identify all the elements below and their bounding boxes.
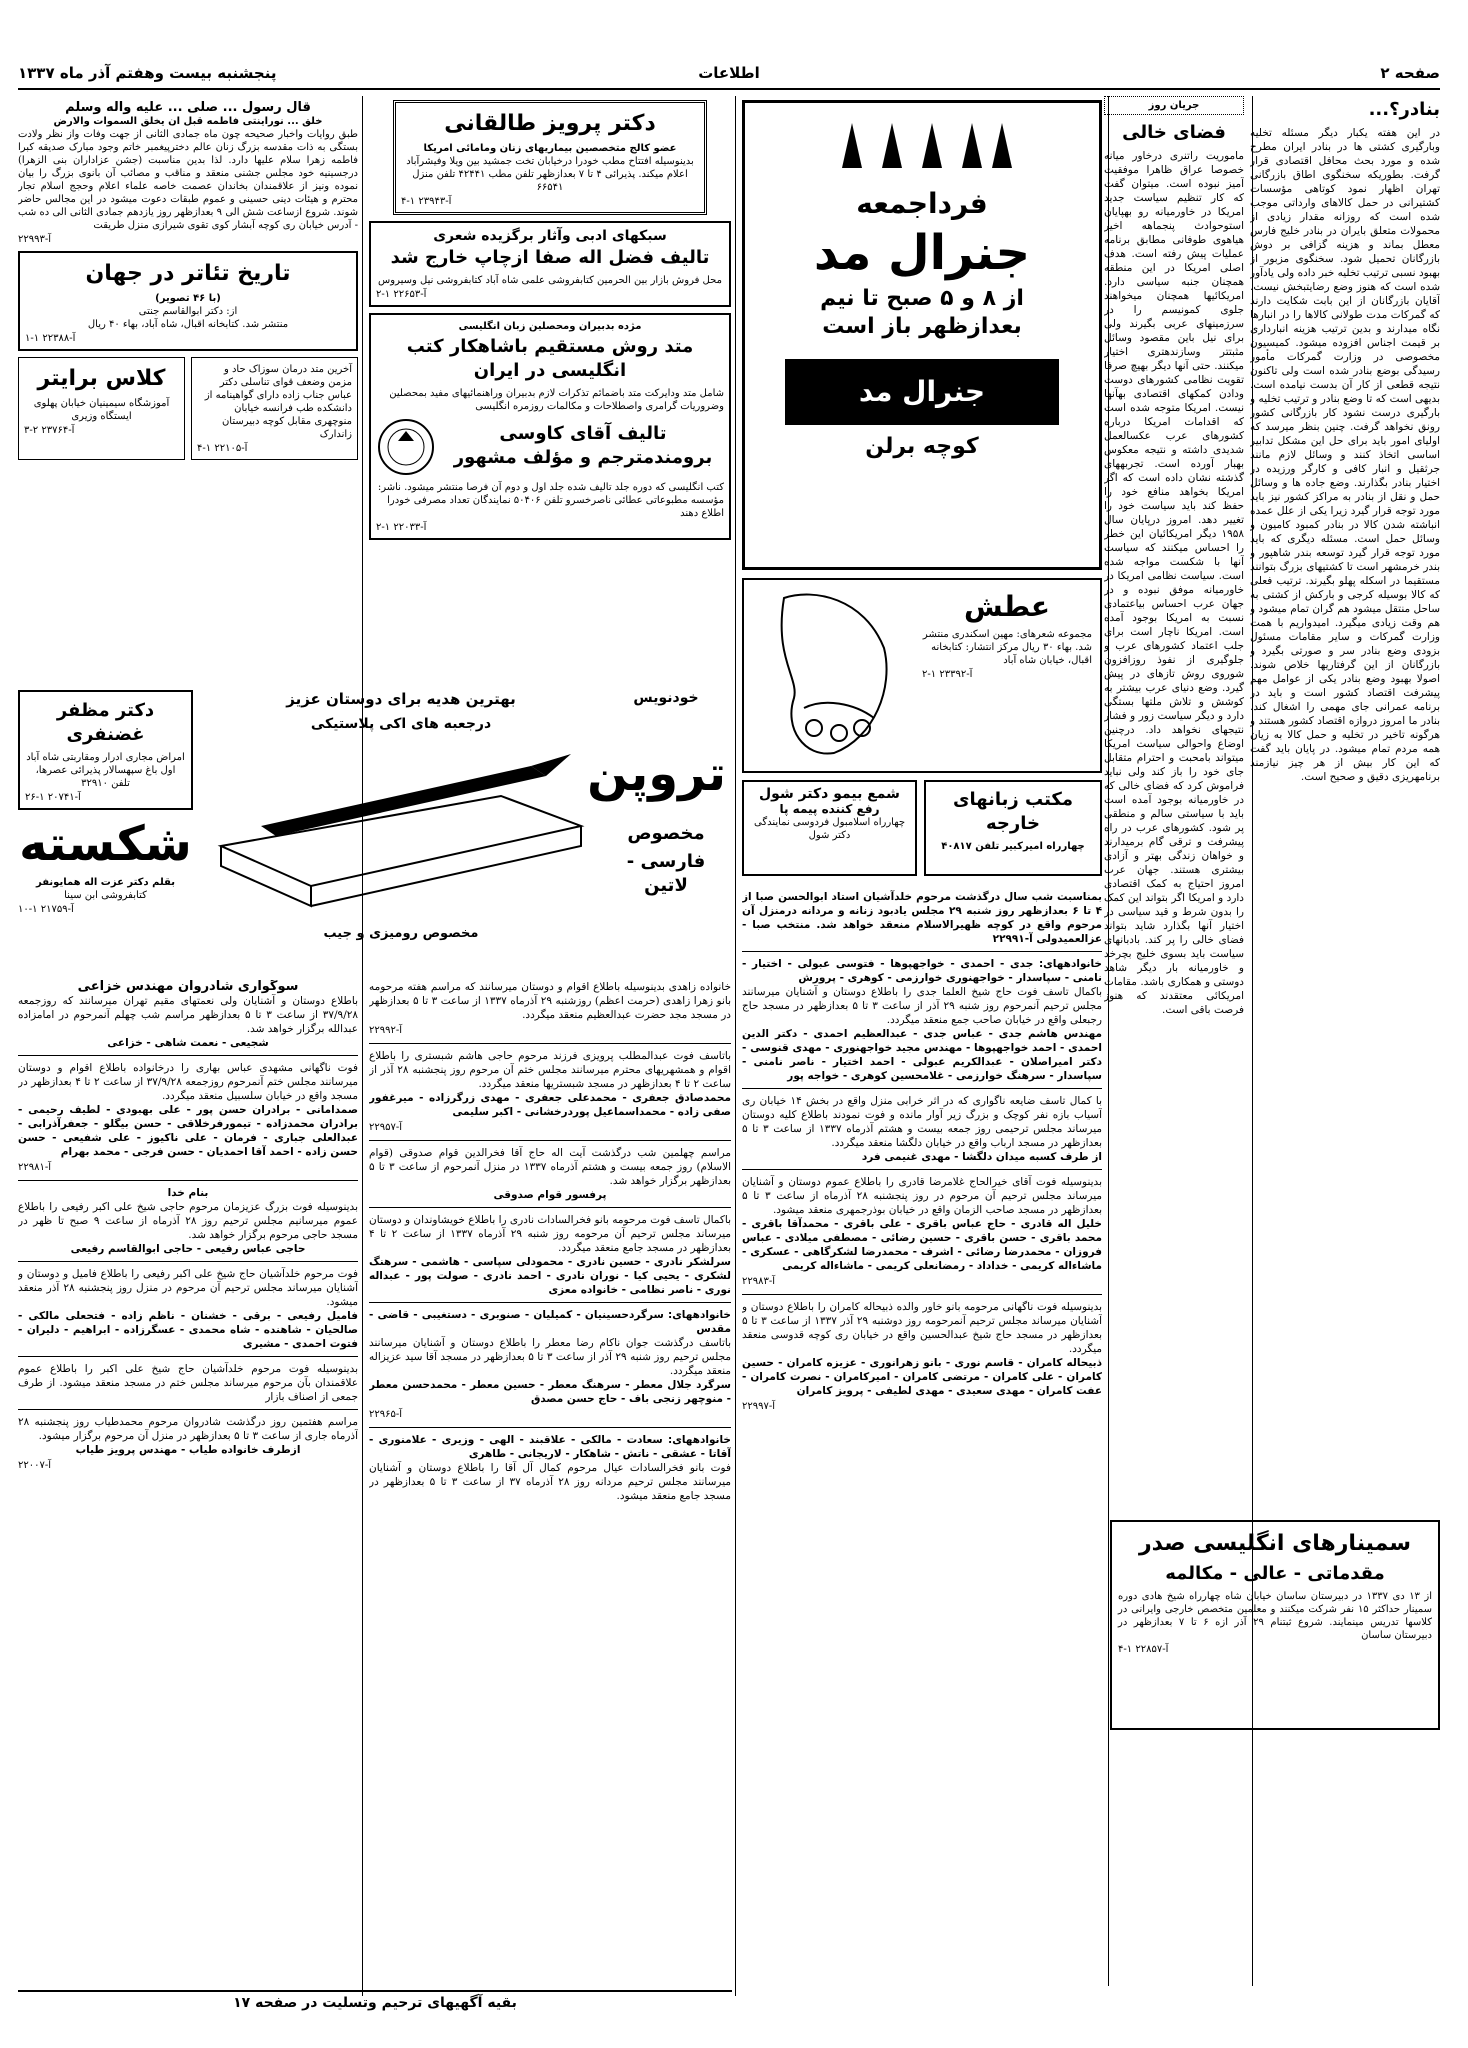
obit-zahedi-code: آ-۲۲۹۹۲ — [369, 1025, 403, 1036]
seminar-title: سمینارهای انگلیسی صدر — [1138, 1531, 1412, 1556]
page-footer-note: بقیه آگهیهای ترحیم وتسلیت در صفحه ۱۷ — [18, 1990, 732, 2019]
quote-line1: قال رسول ... صلی ... علیه واله وسلم — [65, 100, 311, 115]
tropen-pen-ad — [200, 690, 732, 970]
obit-kamran: بدینوسیله فوت ناگهانی مرحومه بانو خاور والده ذبیحاله کامران را باطلاع دوستان و آشنایان میرساند مجلس ترحیم آنمرحومه روز دوشنبه ۲۹ آذر ۱۳۳۷ از ساعت ۳ تا ۵ بعدازظهر در مسجد حاج شیخ عبدالحسین واقع در خیابان ری کوچه قدوسی منعقد میگردد. — [742, 1301, 1102, 1355]
talaghani-body: بدینوسیله افتتاح مطب خودرا درخیابان تخت جمشید بین ویلا وفیشرآباد اعلام میکند. پذیرائی ۴ تا ۷ بعدازظهر تلفن مطب ۴۲۴۴۱ تلفن منزل ۶۶۵۴۱ — [406, 156, 694, 193]
newspaper-name: اطلاعات — [698, 64, 760, 82]
safa-book-ad — [369, 221, 731, 307]
obit-jeddi: باکمال تاسف فوت حاج شیخ العلما جدی را باطلاع دوستان و آشنایان میرسانند مجلس ترحیم آنمرحوم روز شنبه ۲۹ آذر از ساعت ۳ تا ۵ بعدازظهر در مسجد حاج رجبعلی واقع در خیابان صاحب جمع منعقد میگردد. — [742, 986, 1102, 1026]
talaghani-code: آ-۲۳۹۴۳ ۱-۴ — [401, 196, 452, 207]
brighter-class-ad — [18, 357, 185, 460]
language-school-ad — [924, 780, 1102, 876]
school-and-scholl-ads — [742, 780, 1102, 880]
obit-tayyab: مراسم هفتمین روز درگذشت شادروان مرحوم محمدطیاب روز پنجشنبه ۲۸ آذرماه جاری از ساعت ۳ تا ۵ بعدازظهر در منزل آن مرحوم برگزار میشود. — [18, 1416, 358, 1442]
obituaries-column-3 — [369, 980, 731, 1970]
editorial-body: در این هفته یکبار دیگر مسئله تخلیه وبارگیری کشتی ها در بنادر ایران مطرح شده و مورد بحث محافل اقتصادی قرار گرفت. بطوریکه سخنگوی اطاق بازرگانی تهران اظهار نمود کوتاهی مؤسسات کشتیرانی در حمل کالاهای وارداتی موجب شده است که روزانه مقدار زیادی از محمولات متعلق بایران در بنادر خلیج فارس معطل بماند و هزینه گزافی بر دوش بازرگانان تحمیل شود. سخنگوی مزبور از بهبود نسبی ترتیب تخلیه خبر داده ولی یادآور شده است که هنوز وضع رضایتبخش نیست. آقایان بازرگانان از این بابت شکایت دارند که گمرکات مدت طولانی کالاها را در انبارها نگاه میدارند و بدین ترتیب هزینه انبارداری بر قیمت اجناس افزوده میشود. کمیسیون مخصوصی در وزارت گمرکات مأمور رسیدگی بوضع بنادر شده است ولی تاکنون نتیجه قطعی از کار آن بدست نیامده است. بدیهی است که تا وضع بنادر و ترتیب تخلیه و بارگیری درست نشود کار بازرگانی کشور رونق نخواهد گرفت. چنین بنظر میرسد که اولیای امور باید برای حل این مشکل تدابیر اساسی اتخاذ کنند و وسائل لازم مانند جرثقیل و انبار کافی و کارگر ورزیده در اختیار بنادر بگذارند. وضع جاده ها و وسائل حمل و نقل از بنادر به مراکز کشور نیز باید مورد توجه قرار گیرد زیرا یکی از علل عمده انباشته شدن کالا در بنادر کمبود کامیون و وسائل حمل است. مسئله دیگری که باید مورد توجه قرار گیرد توسعه بندر شاهپور و بندر خرمشهر است تا کشتیهای بزرگ بتوانند مستقیما در اسکله پهلو بگیرند. ترتیب فعلی که کالا بوسیله کرجی و بارکش از کشتی به ساحل منتقل میشود هم گران تمام میشود و هم وقت زیادی میگیرد. امیدواریم با همت وزارت گمرکات و سایر مقامات مسئول بزودی وضع بنادر سر و صورتی بگیرد و بازرگانان از این گرفتاریها خلاص شوند. اصولا بهبود وضع بنادر یکی از عوامل مهم پیشرفت اقتصاد کشور است و باید در برنامه عمرانی جای مهمی را اشغال کند. بنادر ما امروز دروازه اقتصاد کشور هستند و هرگونه تاخیر در تخلیه و حمل کالا به زیان همه مردم تمام میشود. در پایان باید گفت که این کار بیش از هر چیز نیازمند برنامهریزی دقیق و صحیح است. — [1250, 127, 1440, 783]
obit-zahedi: خانواده زاهدی بدینوسیله باطلاع اقوام و دوستان میرسانند که مراسم هفته مرحومه بانو زهرا زاهدی (حرمت اعظم) روزشنبه ۲۹ آذرماه ۱۳۳۷ از ساعت ۳ تا ۵ بعدازظهر در مسجد مجد حضرت عبدالعظیم منعقد میگردد. — [369, 981, 731, 1021]
shekasteh-title: شکسته — [19, 816, 192, 872]
theater-code: آ-۲۲۳۸۸ ۱-۱ — [25, 333, 76, 344]
obit-parvizi: باتاسف فوت عبدالمطلب پرویزی فرزند مرحوم حاجی هاشم شبستری را باطلاع اقوام و همشهریهای محترم میرسانند مجلس ختم آن مرحوم روز پنجشنبه ۲۸ آذر از ساعت ۲ تا ۴ بعدازظهر در مسجد شبستریها منعقد میگردد. — [369, 1050, 731, 1090]
safa-t1: سبکهای ادبی وآثار برگزیده شعری — [433, 228, 667, 244]
mozaffari-title: دکتر مظفر غضنفری — [56, 700, 155, 745]
gm-hours: از ۸ و ۵ صبح تا نیم بعدازظهر باز است — [820, 286, 1024, 339]
kavousi-book-ad — [369, 313, 731, 540]
obit-tayyab-code: آ-۲۲۰۰۷ — [18, 1460, 52, 1471]
issue-date: پنجشنبه بیست وهفتم آذر ماه ۱۳۳۷ — [18, 64, 277, 82]
safa-t2: تالیف فضل اله صفا ازچاپ خارج شد — [390, 247, 710, 268]
shekasteh-code: آ-۲۱۷۵۹ ۱-۱۰ — [18, 904, 74, 915]
obit-ghaderi-names: خلیل اله قادری - حاج عباس باقری - علی باقری - محمدآقا باقری - محمد باقری - حسن باقری - حسین رضائی - مصطفی میلادی - عباس فروزان - محمدرضا رضائی - اشرف - محمدرضا لشکرگاهی - عسکری - ماشاءاله کریمی - خداداد - رمضانعلی کریمی - ماشاءاله کریمی — [742, 1218, 1102, 1272]
obit-bahari-names: صمدامانی - برادران حسن پور - علی بهبودی - لطیف رحیمی - برادران محمدزاده - تیمورفرخلاقی - حسن بیگلو - جعفرآذرابی - عبدالعلی جباری - فرمان - علی ناکیوز - علی شفیعی - حسن حسن زاده - احمد آقا احمدیان - حسن فرجی - محمد بهرام — [18, 1104, 358, 1158]
obituaries-column-4 — [18, 980, 358, 1970]
editorial-title: بنادر؟... — [1368, 99, 1440, 120]
theater-history-ad — [18, 251, 358, 351]
language-school-address: چهارراه امیرکبیر تلفن ۴۰۸۱۷ — [941, 841, 1085, 852]
clinic-body: آخرین متد درمان سوزاک حاد و مزمن وضعف قوای تناسلی دکتر عباس جناب زاده دارای گواهینامه از دانشکده طب فرانسه خیابان منوچهری مقابل کوچه دبیرستان زاندارک — [204, 364, 352, 440]
obit-khazaei-title: سوگواری شادروان مهندس خزاعی — [77, 980, 299, 994]
brighter-title: کلاس برایتر — [37, 366, 166, 391]
obit-bahari: فوت ناگهانی مشهدی عباس بهاری را درخانواده باطلاع اقوام و دوستان میرسانند مجلس ختم آنمرحوم روزجمعه ۳۷/۹/۲۸ از ساعت ۲ تا ۴ بعدازظهر در مسجد واقع در خیابان سلسبیل منعقد میگردد. — [18, 1062, 358, 1102]
obit-naderi: باکمال تاسف فوت مرحومه بانو فخرالسادات نادری را باطلاع خویشاوندان و دوستان میرساند مجلس ترحیم آن مرحومه روز شنبه ۲۹ آذرماه ۱۳۳۷ از ساعت ۲ تا ۴ بعدازظهر در مسجد جامع منعقد میگردد. — [369, 1214, 731, 1254]
safa-code: آ-۲۲۶۵۳ ۱-۲ — [376, 289, 427, 300]
clinic-code: آ-۲۲۱۰۵ ۱-۴ — [197, 443, 248, 454]
kavousi-body2: کتب انگلیسی که دوره جلد تالیف شده جلد اول و دوم آن فرصا منتشر میشود. ناشر: مؤسسه مطبوعاتی عطائی ناصرخسرو تلفن ۵۰۴۰۶ نمایندگان تعداد مصرفی خودرا اطلاع دهند — [377, 482, 724, 519]
obit-collapse-sig: از طرف کسبه میدان دلگشا - مهدی غنیمی فرد — [861, 1151, 1102, 1163]
obit-kamran-code: آ-۲۲۹۹۷ — [742, 1401, 776, 1412]
fatima-notice — [18, 100, 358, 245]
obit-parvizi-names: محمدصادق جعفری - محمدعلی جعفری - مهدی زرگرزاده - میرغفور صفی زاده - محمداسماعیل پوردرخشانی - اکبر سلیمی — [369, 1092, 731, 1118]
ads-column-4-top — [18, 100, 358, 660]
general-model-ad — [742, 100, 1102, 570]
mozaffari-code: آ-۲۰۷۴۱ ۱-۲۶ — [25, 792, 81, 803]
gm-name: جنرال مد — [813, 225, 1031, 281]
page-number: صفحه ۲ — [1380, 64, 1440, 82]
obit-saba: بمناسبت شب سال درگذشت مرحوم خلدآشیان استاد ابوالحسن صبا از ۴ تا ۶ بعدازظهر روز شنبه ۲۹ مجلس یادبود زنانه و مردانه درمنزل آن مرحوم واقع در کوچه ظهیرالاسلام منعقد خواهد شد. منتخب صبا - عزالعمیدولی آ-۲۲۹۹۱ — [742, 891, 1102, 945]
obit-rafiei-3: بدینوسیله فوت مرحوم خلدآشیان حاج شیخ علی اکبر را باطلاع عموم علاقمندان بآن مرحوم میرساند مجلس ختم در مسجد منعقد میشود. از طرف جمعی از اصناف بازار — [18, 1363, 358, 1403]
obit-naderi-names: سرلشکر نادری - حسین نادری - محمودلی سپاسی - هاشمی - سرهنگ لشکری - یحیی کیا - نوران نادری - احمد نادری - صولت پور - عبداله نوری - ناصر نظامی - خانواده معزی — [369, 1256, 731, 1296]
column-kicker: جریان روز — [1104, 96, 1244, 115]
scholl-line2: رفع کننده پیمه پا — [779, 802, 880, 816]
obit-rafiei-2: فوت مرحوم خلدآشیان حاج شیخ علی اکبر رفیعی را باطلاع فامیل و دوستان و آشنایان میرساند مجلس ترحیم آن مرحوم در منزل روز پنجشنبه ۲۸ آذر منعقد میشود. — [18, 1268, 358, 1308]
atash-body: مجموعه شعرهای: مهین اسکندری منتشر شد. بهاء ۳۰ ریال مرکز انتشار: کتابخانه اقبال، خیابان شاه آباد — [922, 629, 1092, 666]
left-small-ads — [18, 690, 193, 970]
pen-sub: درجعبه های اکی پلاستیکی — [310, 716, 492, 732]
shekasteh-author: بقلم دکتر عزت اله همایونفر — [36, 877, 175, 888]
hand-illustration-icon — [754, 588, 914, 763]
scholl-line1: شمع بیمو دکتر شول — [759, 786, 900, 802]
atash-code: آ-۲۳۳۹۲ ۱-۲ — [922, 669, 973, 680]
pen-special: مخصوص — [627, 823, 705, 844]
obit-moattar: باتاسف درگذشت جوان ناکام رضا معطر را باطلاع دوستان و آشنایان میرسانند مجلس ترحیم روز شنبه ۲۹ آذر از ساعت ۳ تا ۵ بعدازظهر در مسجد آقا سید عزیزاله منعقد میگردد. — [369, 1337, 731, 1377]
obit-rafiei-heading: بنام خدا — [167, 1187, 209, 1199]
gm-day: فرداجمعه — [856, 187, 988, 220]
pen-script: فارسی - لاتین — [626, 851, 706, 896]
obit-khazaei: باطلاع دوستان و آشنایان ولی نعمتهای مقیم تهران میرسانند که روزجمعه ۳۷/۹/۲۸ از ساعت ۳ تا ۵ بعدازظهر مراسم شب چهلم آنمرحوم در امامزاده عبدالله برگزار خواهد شد. — [18, 995, 358, 1035]
obit-khazaei-sig: شجیعی - نعمت شاهی - خزاعی — [107, 1037, 269, 1049]
quote-code: آ-۲۲۹۹۳ — [18, 234, 52, 245]
obituaries-column-mid — [742, 890, 1102, 1970]
editorial-ports — [1250, 96, 1440, 1486]
current-affairs-article — [1104, 96, 1244, 1216]
brighter-code: آ-۲۳۷۶۴ ۲-۳ — [24, 425, 75, 436]
publisher-emblem-icon — [376, 417, 436, 477]
seminar-subtitle: مقدماتی - عالی - مکالمه — [1165, 1563, 1385, 1584]
obit-moattar-code: آ-۲۲۹۶۵ — [369, 1409, 403, 1420]
article-title: فضای خالی — [1122, 122, 1226, 143]
brighter-body: آموزشگاه سیمینیان خیابان پهلوی ایستگاه وزیری — [33, 398, 170, 422]
language-school-title: مکتب زبانهای خارجه — [952, 789, 1074, 834]
theater-body: منتشر شد. کتابخانه اقبال، شاه آباد، بهاء ۴۰ ریال — [87, 319, 289, 330]
obit-families-2: خانوادههای: سرگردحسینیان - کمیلیان - صنوبری - دستغیبی - قاضی - مقدس — [369, 1309, 731, 1335]
obit-moattar-names: سرگرد جلال معطر - سرهنگ معطر - حسین معطر - محمدحسن معطر - منوچهر زنجی باف - حاج حسن مصدق — [369, 1379, 731, 1405]
safa-body: محل فروش بازار بین الحرمین کتابفروشی علمی شاه آباد کتابفروشی نیل وسیروس — [378, 275, 722, 286]
obit-rafiei-2-names: فامیل رفیعی - برقی - خشنان - ناظم زاده - فتحعلی مالکی - صالحیان - شاهنده - شاه محمدی - عسگرزاده - ابراهیم - دلیران - فتوت احمدی - مشیری — [18, 1310, 358, 1350]
gm-logo: جنرال مد — [785, 359, 1059, 425]
seminar-body: از ۱۳ دی ۱۳۳۷ در دبیرستان ساسان خیابان شاه چهارراه شیخ هادی دوره سمینار حداکثر ۱۵ نفر شرکت میکنند و معلمین متخصص خارجی وایرانی در کلاسها تدریس مینمایند. شروع ثبتنام ۲۹ آذر ازه ۶ تا ۷ بعدازظهر در دبیرستان ساسان — [1118, 1591, 1432, 1641]
scholl-line3: چهارراه اسلامبول فردوسی نمایندگی دکتر شول — [753, 817, 906, 841]
obit-jeddi-names: مهندس هاشم جدی - عباس جدی - عبدالعظیم احمدی - دکتر الدین احمدی - احمد خواجهپوها - مهندس مجید خواجهنوری - مهدی قنوسی - دکتر امیراصلان - عبدالکریم عبولی - احمد اختیار - ناصر نامنی - سپاسدار - سرهنگ خوارزمی - غلامحسین کوهری - خواجه پور — [742, 1028, 1102, 1082]
dr-mozaffari-ad — [18, 690, 193, 810]
page-header — [18, 62, 1440, 90]
shekasteh-body: کتابفروشی ابن سینا — [64, 890, 147, 901]
theater-title: تاریخ تئاتر در جهان — [85, 261, 291, 286]
kavousi-title: متد روش مستقیم باشاهکار کتب انگلیسی در ایران — [406, 336, 694, 381]
seminar-code: آ-۲۲۸۵۷ ۱-۴ — [1118, 1644, 1169, 1655]
obit-ghaderi-code: آ-۲۲۹۸۳ — [742, 1276, 776, 1287]
clinic-ad — [191, 357, 358, 460]
obit-rafiei: بدینوسیله فوت بزرگ عزیزمان مرحوم حاجی شیخ علی اکبر رفیعی را باطلاع عموم میرسانیم مجلس ترحیم روز ۲۸ آذرماه از ساعت ۹ صبح تا ظهر در مسجد حاجی مرحوم برگزار خواهد شد. — [18, 1201, 358, 1241]
dress-forms-icon — [822, 113, 1022, 173]
quote-body: طبق روایات واخبار صحیحه چون ماه جمادی الثانی از جهت وفات واز نظر ولادت بستگی به ذات مقدسه بزرگ زنان عالم دخترپیغمبر خاتم وجود مبارک صدیقه کبرا فاطمه زهرا سلام علیها دارد. لذا بدین مناسبت (جشن عزاداران بنی الزهرا) درجسینیه خود مجلس جشنی منعقد و مناقب و مصائب آن بانوی بزرگ را بیان نموده ونیز از علاقمندان بخاندان عصمت خاصه علماء اعلام وحجج اسلام تجار محترم و هیئات دینی حسینی و عموم طبقات دعوت میشود در این مجالس حاضر شوند. شروع ازساعت شش الی ۹ بعدازظهر روز یازدهم جمادی الثانی الی ده شب - آدرس خیابان ری کوچه آبشار کوی تقوی شیرازی منزل طریقت — [18, 129, 358, 231]
obit-ghaderi: بدینوسیله فوت آقای خیرالحاج غلامرضا قادری را باطلاع عموم دوستان و آشنایان میرساند مجلس ترحیم آن مرحوم در روز پنجشنبه ۲۸ آذرماه از ساعت ۳ تا ۵ بعدازظهر در مسجد صاحب الزمان واقع در خیابان بوذرجمهری منعقد میشود. — [742, 1176, 1102, 1216]
pen-bottom: مخصوص رومیزی و جیب — [323, 926, 479, 941]
pen-brand: تروپن — [587, 746, 726, 802]
article-body: ماموریت راتنری درخاور میانه خصوصا عراق ظاهرا موفقیت آمیز نبوده است. میتوان گفت که کار تنظیم سیاست جدید امریکا در خاورمیانه رو بهپایان استوحوادث پنجماهه اخیر هیاهوی طوفانی مطابق برنامه عملیات پیش رفته است. هدف اصلی امریکا در این منطقه همچنان جنبه سیاسی دارد. امریکائیها همچنان میخواهند جلوی کمونیسم را در سرزمینهای عربی بگیرند ولی برای نیل باین مقصود وسائل مثبتتر وسازندهتری اختیار میکنند. حتی آنها دیگر بهیچ صرفا تقویت نظامی کشورهای دوست ودادن کمکهای اقتصادی بهآنها نیست. امریکا متوجه شده است که اقدامات امریکا درباره کشورهای عرب عکسالعمل شدیدی داشته و نتیجه معکوس بهبار آورده است. تجربههای گذشته نشان داده است که اگر امریکا بخواهد منافع خود را حفظ کند باید سیاست خود را تغییر دهد. امروز درپایان سال ۱۹۵۸ دیگر امریکائیان این خطر را احساس میکنند که سیاست آنها با شکست مواجه شده است. سیاست نظامی امریکا در خاورمیانه موفق نبوده و در جهان عرب احساس بیاعتمادی نسبت به امریکا بوجود آمده است. امریکا ناچار است برای جلب اعتماد کشورهای عرب و جلوگیری از نفوذ روزافزون شوروی روش تازهای در پیش گیرد. وضع دنیای عرب بیشتر به کوشش و تلاش ملتها بستگی دارد و دیگر سیاست زور و فشار نتیجهای نخواهد داد. درچنین اوضاع واحوالی سیاست امریکا میتواند بامحبت و احترام متقابل جای خود را باز کند ولی نباید فراموش کرد که فضای خالی که در خاورمیانه بوجود آمده است باید با سیاستی سالم و منطقی پر شود. کشورهای عرب در راه پیشرفت و ترقی گام برمیدارند و خواهان زندگی بهتر و آزادی بیشتری هستند. جهان عرب امروز احتیاج به کمک اقتصادی دارد و امریکا اگر بتواند این کمک را بدون شرط و قید سیاسی در اختیار آنها بگذارد شاید بتواند فضای خالی را پر کند. بادبانهای سیاست باید بسوی خلیج بچرخد و خاورمیانه بار دیگر شاهد دوستی و همکاری باشد. مقامات امریکائی معتقدند که هنوز فرصت باقی است. — [1104, 150, 1244, 1016]
dr-talaghani-ad — [393, 100, 707, 215]
talaghani-subtitle: عضو کالج متخصصین بیماریهای زنان ومامائی امریکا — [423, 143, 677, 154]
obit-rafiei-sig: حاجی عباس رفیعی - حاجی ابوالقاسم رفیعی — [70, 1243, 306, 1255]
obit-kamran-names: ذبیحاله کامران - قاسم نوری - بانو زهرانوری - عزیزه کامران - حسین کامران - علی کامران - مرتضی کامران - امیرکامران - نصرت کامران - عفت کامران - مهدی سعیدی - مهدی لطیفی - پرویز کامران — [742, 1357, 1102, 1397]
kavousi-code: آ-۲۲۰۳۳ ۱-۲ — [376, 522, 427, 533]
seminar-ad — [1110, 1520, 1440, 1730]
atash-book-ad — [742, 578, 1102, 773]
scholl-ad — [742, 780, 917, 876]
obit-bahari-code: آ-۲۲۹۸۱ — [18, 1162, 52, 1173]
kavousi-top: مژده بدبیران ومحصلین زبان انگلیسی — [458, 321, 642, 332]
obit-sadoughi: مراسم چهلمین شب درگذشت آیت اله حاج آقا فخرالدین قوام صدوقی (قوام الاسلام) روز جمعه بیست و هشتم آذرماه ۱۳۳۷ در منزل آنمرحوم از ساعت ۳ تا ۵ بعدازظهر برگزار خواهد شد. — [369, 1147, 731, 1187]
kavousi-author: تالیف آقای کاوسی برومندمترجم و مؤلف مشهور — [453, 423, 713, 468]
obit-families: خانوادههای: جدی - احمدی - خواجهپوها - فتوسی عبولی - اختیار - نامنی - سپاسدار - خواجهنوری خوارزمی - کوهری - پرورش — [742, 958, 1102, 984]
gm-address: کوچه برلن — [865, 434, 979, 459]
obit-collapse: با کمال تاسف ضایعه ناگواری که در اثر خرابی منزل واقع در بخش ۱۴ خیابان ری آسیاب بازه نفر کوچک و بزرگ زیر آوار مانده و فوت نمودند باطلاع کلیه دوستان میرساند مجلس ترحیمی روز جمعه بیست و هشتم آذرماه ۱۳۳۷ از ساعت ۳ تا ۵ بعدازظهر در مسجد ارباب واقع در خیابان دلگشا منعقد میگردد. — [742, 1095, 1102, 1149]
talaghani-title: دکتر پرویز طالقانی — [444, 111, 656, 136]
obit-families-3: خانوادههای: سعادت - مالکی - علاقبند - الهی - وزیری - علامنوری - آقاتا - عشقی - ناتش - شاهکار - لاریجانی - طاهری — [369, 1434, 731, 1460]
obit-tayyab-sig: ازطرف خانواده طیاب - مهندس پرویز طیاب — [75, 1444, 301, 1456]
obit-parvizi-code: آ-۲۲۹۵۷ — [369, 1122, 403, 1133]
atash-title: عطش — [964, 590, 1050, 623]
theater-author: از: دکتر ابوالقاسم جنتی — [138, 306, 238, 317]
quote-line2: خلق ... نوراینتی فاطمه قبل ان یخلق السموات والارض — [53, 116, 323, 127]
theater-sub: (با ۴۶ تصویر) — [155, 293, 221, 304]
pen-brand-top: خودنویس — [633, 690, 699, 706]
pen-tagline: بهترین هدیه برای دوستان عزیز — [286, 690, 516, 708]
pen-box-illustration-icon — [201, 736, 601, 926]
mozaffari-body: امراض مجاری ادرار ومقاربتی شاه آباد اول باغ سپهسالار پذیرائی عصرها، تلفن ۳۲۹۱۰ — [26, 752, 185, 789]
obit-sadoughi-sig: پرفسور قوام صدوقی — [493, 1189, 607, 1201]
obit-fakhr: فوت بانو فخرالسادات عیال مرحوم کمال آل آقا را باطلاع دوستان و آشنایان میرسانند مجلس ترحیم مردانه روز ۲۸ آذرماه ۳۷ از ساعت ۳ تا ۵ بعدازظهر در مسجد جامع منعقد میشود. — [369, 1462, 731, 1502]
shekasteh-book-ad — [18, 816, 193, 915]
kavousi-body: شامل متد ودایرکت متد باضمائم تذکرات لازم بدبیران وراهنمائیهای مفید بمحصلین وضروریات گرامری واصطلاحات و مکالمات روزمره انگلیسی — [389, 388, 724, 412]
